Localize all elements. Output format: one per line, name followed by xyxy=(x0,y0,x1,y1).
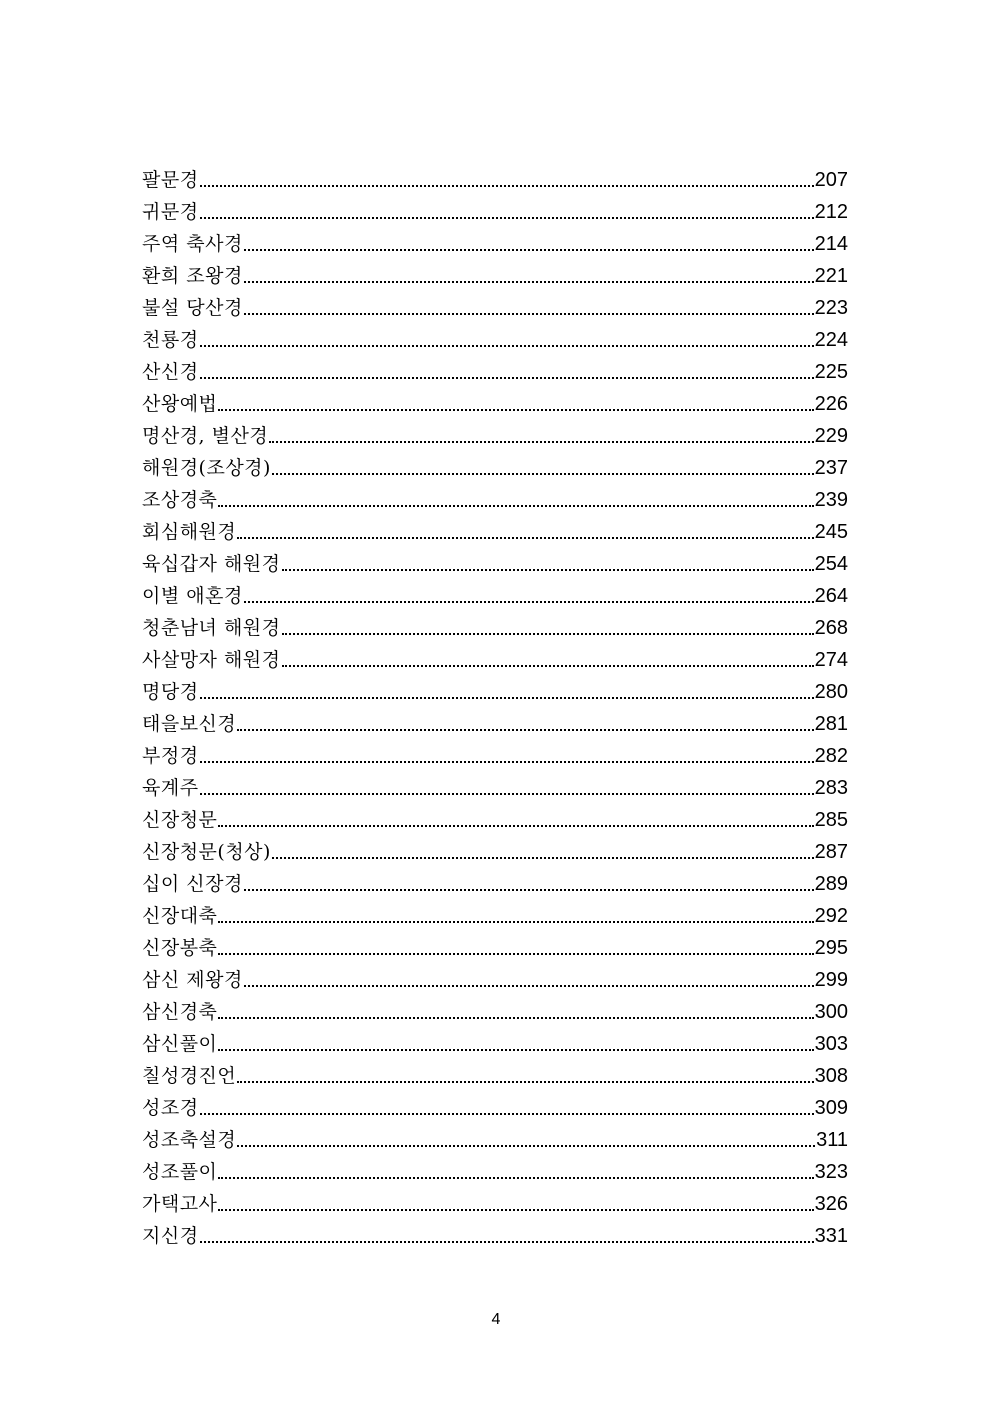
dot-leader xyxy=(218,1016,813,1019)
table-of-contents xyxy=(142,160,848,1248)
toc-entry[interactable] xyxy=(142,1024,848,1056)
toc-entry[interactable] xyxy=(142,1088,848,1120)
dot-leader xyxy=(244,888,814,891)
toc-entry[interactable] xyxy=(142,1184,848,1216)
toc-entry[interactable] xyxy=(142,480,848,512)
dot-leader xyxy=(218,408,813,411)
dot-leader xyxy=(200,792,814,795)
toc-entry-title: 환희 조왕경 xyxy=(142,265,243,287)
toc-entry-title: 칠성경진언 xyxy=(142,1065,237,1087)
toc-entry-title: 신장청문(청상) xyxy=(142,841,271,863)
dot-leader xyxy=(237,1080,813,1083)
toc-entry-title: 명산경, 별산경 xyxy=(142,425,269,447)
toc-entry-title: 불설 당산경 xyxy=(142,297,243,319)
toc-entry-page: 331 xyxy=(814,1225,848,1247)
toc-entry-page: 309 xyxy=(814,1097,848,1119)
toc-entry-title: 이별 애혼경 xyxy=(142,585,243,607)
toc-entry[interactable] xyxy=(142,576,848,608)
toc-entry-page: 311 xyxy=(816,1129,848,1151)
dot-leader xyxy=(244,984,814,987)
toc-entry-page: 223 xyxy=(814,297,848,319)
toc-entry-page: 225 xyxy=(814,361,848,383)
dot-leader xyxy=(237,1144,815,1147)
toc-entry[interactable] xyxy=(142,384,848,416)
toc-entry-title: 성조경 xyxy=(142,1097,199,1119)
dot-leader xyxy=(269,440,813,443)
toc-entry[interactable] xyxy=(142,640,848,672)
toc-entry-page: 300 xyxy=(814,1001,848,1023)
toc-entry-title: 성조풀이 xyxy=(142,1161,218,1183)
toc-entry-page: 326 xyxy=(814,1193,848,1215)
toc-entry-title: 삼신풀이 xyxy=(142,1033,218,1055)
dot-leader xyxy=(218,952,813,955)
toc-entry[interactable] xyxy=(142,320,848,352)
toc-entry-page: 308 xyxy=(814,1065,848,1087)
dot-leader xyxy=(218,920,813,923)
toc-entry-page: 237 xyxy=(814,457,848,479)
dot-leader xyxy=(218,504,813,507)
toc-entry-page: 285 xyxy=(814,809,848,831)
toc-entry-title: 귀문경 xyxy=(142,201,199,223)
dot-leader xyxy=(282,632,814,635)
dot-leader xyxy=(218,824,813,827)
toc-entry-page: 282 xyxy=(814,745,848,767)
dot-leader xyxy=(200,184,814,187)
dot-leader xyxy=(272,472,814,475)
toc-entry-title: 지신경 xyxy=(142,1225,199,1247)
toc-entry-page: 226 xyxy=(814,393,848,415)
toc-entry-title: 팔문경 xyxy=(142,169,199,191)
toc-entry[interactable] xyxy=(142,544,848,576)
toc-entry-page: 292 xyxy=(814,905,848,927)
toc-entry-title: 신장봉축 xyxy=(142,937,218,959)
toc-entry[interactable] xyxy=(142,448,848,480)
toc-entry[interactable] xyxy=(142,256,848,288)
toc-entry-page: 289 xyxy=(814,873,848,895)
toc-entry[interactable] xyxy=(142,768,848,800)
toc-entry-page: 264 xyxy=(814,585,848,607)
toc-entry-page: 323 xyxy=(814,1161,848,1183)
toc-entry-title: 육십갑자 해원경 xyxy=(142,553,281,575)
toc-entry[interactable] xyxy=(142,992,848,1024)
dot-leader xyxy=(244,312,814,315)
toc-entry-page: 254 xyxy=(814,553,848,575)
dot-leader xyxy=(244,248,814,251)
toc-entry-title: 삼신경축 xyxy=(142,1001,218,1023)
dot-leader xyxy=(200,376,814,379)
toc-entry-page: 295 xyxy=(814,937,848,959)
toc-entry-page: 274 xyxy=(814,649,848,671)
toc-entry-title: 성조축설경 xyxy=(142,1129,237,1151)
toc-entry-page: 229 xyxy=(814,425,848,447)
toc-entry[interactable] xyxy=(142,864,848,896)
toc-entry-page: 221 xyxy=(814,265,848,287)
toc-entry[interactable] xyxy=(142,960,848,992)
toc-entry-title: 신장대축 xyxy=(142,905,218,927)
toc-entry[interactable] xyxy=(142,1120,848,1152)
dot-leader xyxy=(237,728,813,731)
toc-entry-page: 207 xyxy=(814,169,848,191)
toc-entry-title: 명당경 xyxy=(142,681,199,703)
toc-entry-title: 해원경(조상경) xyxy=(142,457,271,479)
toc-entry-title: 회심해원경 xyxy=(142,521,237,543)
toc-entry[interactable] xyxy=(142,288,848,320)
toc-entry[interactable] xyxy=(142,672,848,704)
toc-entry-title: 신장청문 xyxy=(142,809,218,831)
toc-entry-title: 부정경 xyxy=(142,745,199,767)
toc-entry-page: 212 xyxy=(814,201,848,223)
dot-leader xyxy=(244,600,814,603)
toc-entry-title: 사살망자 해원경 xyxy=(142,649,281,671)
dot-leader xyxy=(272,856,814,859)
dot-leader xyxy=(218,1048,813,1051)
toc-entry-title: 태을보신경 xyxy=(142,713,237,735)
toc-entry[interactable] xyxy=(142,192,848,224)
dot-leader xyxy=(244,280,814,283)
toc-entry-title: 조상경축 xyxy=(142,489,218,511)
toc-entry[interactable] xyxy=(142,736,848,768)
dot-leader xyxy=(282,568,814,571)
toc-entry[interactable] xyxy=(142,608,848,640)
toc-entry-title: 산신경 xyxy=(142,361,199,383)
toc-entry[interactable] xyxy=(142,224,848,256)
toc-entry-page: 283 xyxy=(814,777,848,799)
toc-entry[interactable] xyxy=(142,928,848,960)
page-number: 4 xyxy=(491,1311,501,1328)
toc-entry[interactable] xyxy=(142,1216,848,1248)
toc-entry-page: 281 xyxy=(814,713,848,735)
toc-entry-page: 280 xyxy=(814,681,848,703)
dot-leader xyxy=(200,1240,814,1243)
dot-leader xyxy=(200,760,814,763)
dot-leader xyxy=(200,216,814,219)
toc-entry-title: 주역 축사경 xyxy=(142,233,243,255)
dot-leader xyxy=(218,1208,813,1211)
toc-entry-page: 287 xyxy=(814,841,848,863)
dot-leader xyxy=(218,1176,813,1179)
toc-entry-page: 303 xyxy=(814,1033,848,1055)
toc-entry[interactable] xyxy=(142,800,848,832)
toc-entry[interactable] xyxy=(142,1152,848,1184)
toc-entry-title: 십이 신장경 xyxy=(142,873,243,895)
toc-entry[interactable] xyxy=(142,416,848,448)
toc-entry-title: 천룡경 xyxy=(142,329,199,351)
toc-entry[interactable] xyxy=(142,832,848,864)
dot-leader xyxy=(282,664,814,667)
toc-entry-page: 245 xyxy=(814,521,848,543)
toc-entry-page: 299 xyxy=(814,969,848,991)
dot-leader xyxy=(237,536,813,539)
toc-entry-title: 가택고사 xyxy=(142,1193,218,1215)
toc-entry[interactable] xyxy=(142,1056,848,1088)
toc-entry[interactable] xyxy=(142,352,848,384)
dot-leader xyxy=(200,696,814,699)
toc-entry-title: 산왕예법 xyxy=(142,393,218,415)
toc-entry[interactable] xyxy=(142,160,848,192)
toc-entry-page: 268 xyxy=(814,617,848,639)
toc-entry-title: 청춘남녀 해원경 xyxy=(142,617,281,639)
toc-entry-page: 214 xyxy=(814,233,848,255)
toc-entry-page: 239 xyxy=(814,489,848,511)
toc-entry-title: 삼신 제왕경 xyxy=(142,969,243,991)
toc-entry[interactable] xyxy=(142,896,848,928)
toc-entry[interactable] xyxy=(142,704,848,736)
dot-leader xyxy=(200,1112,814,1115)
toc-entry-title: 육계주 xyxy=(142,777,199,799)
toc-entry-page: 224 xyxy=(814,329,848,351)
toc-entry[interactable] xyxy=(142,512,848,544)
dot-leader xyxy=(200,344,814,347)
